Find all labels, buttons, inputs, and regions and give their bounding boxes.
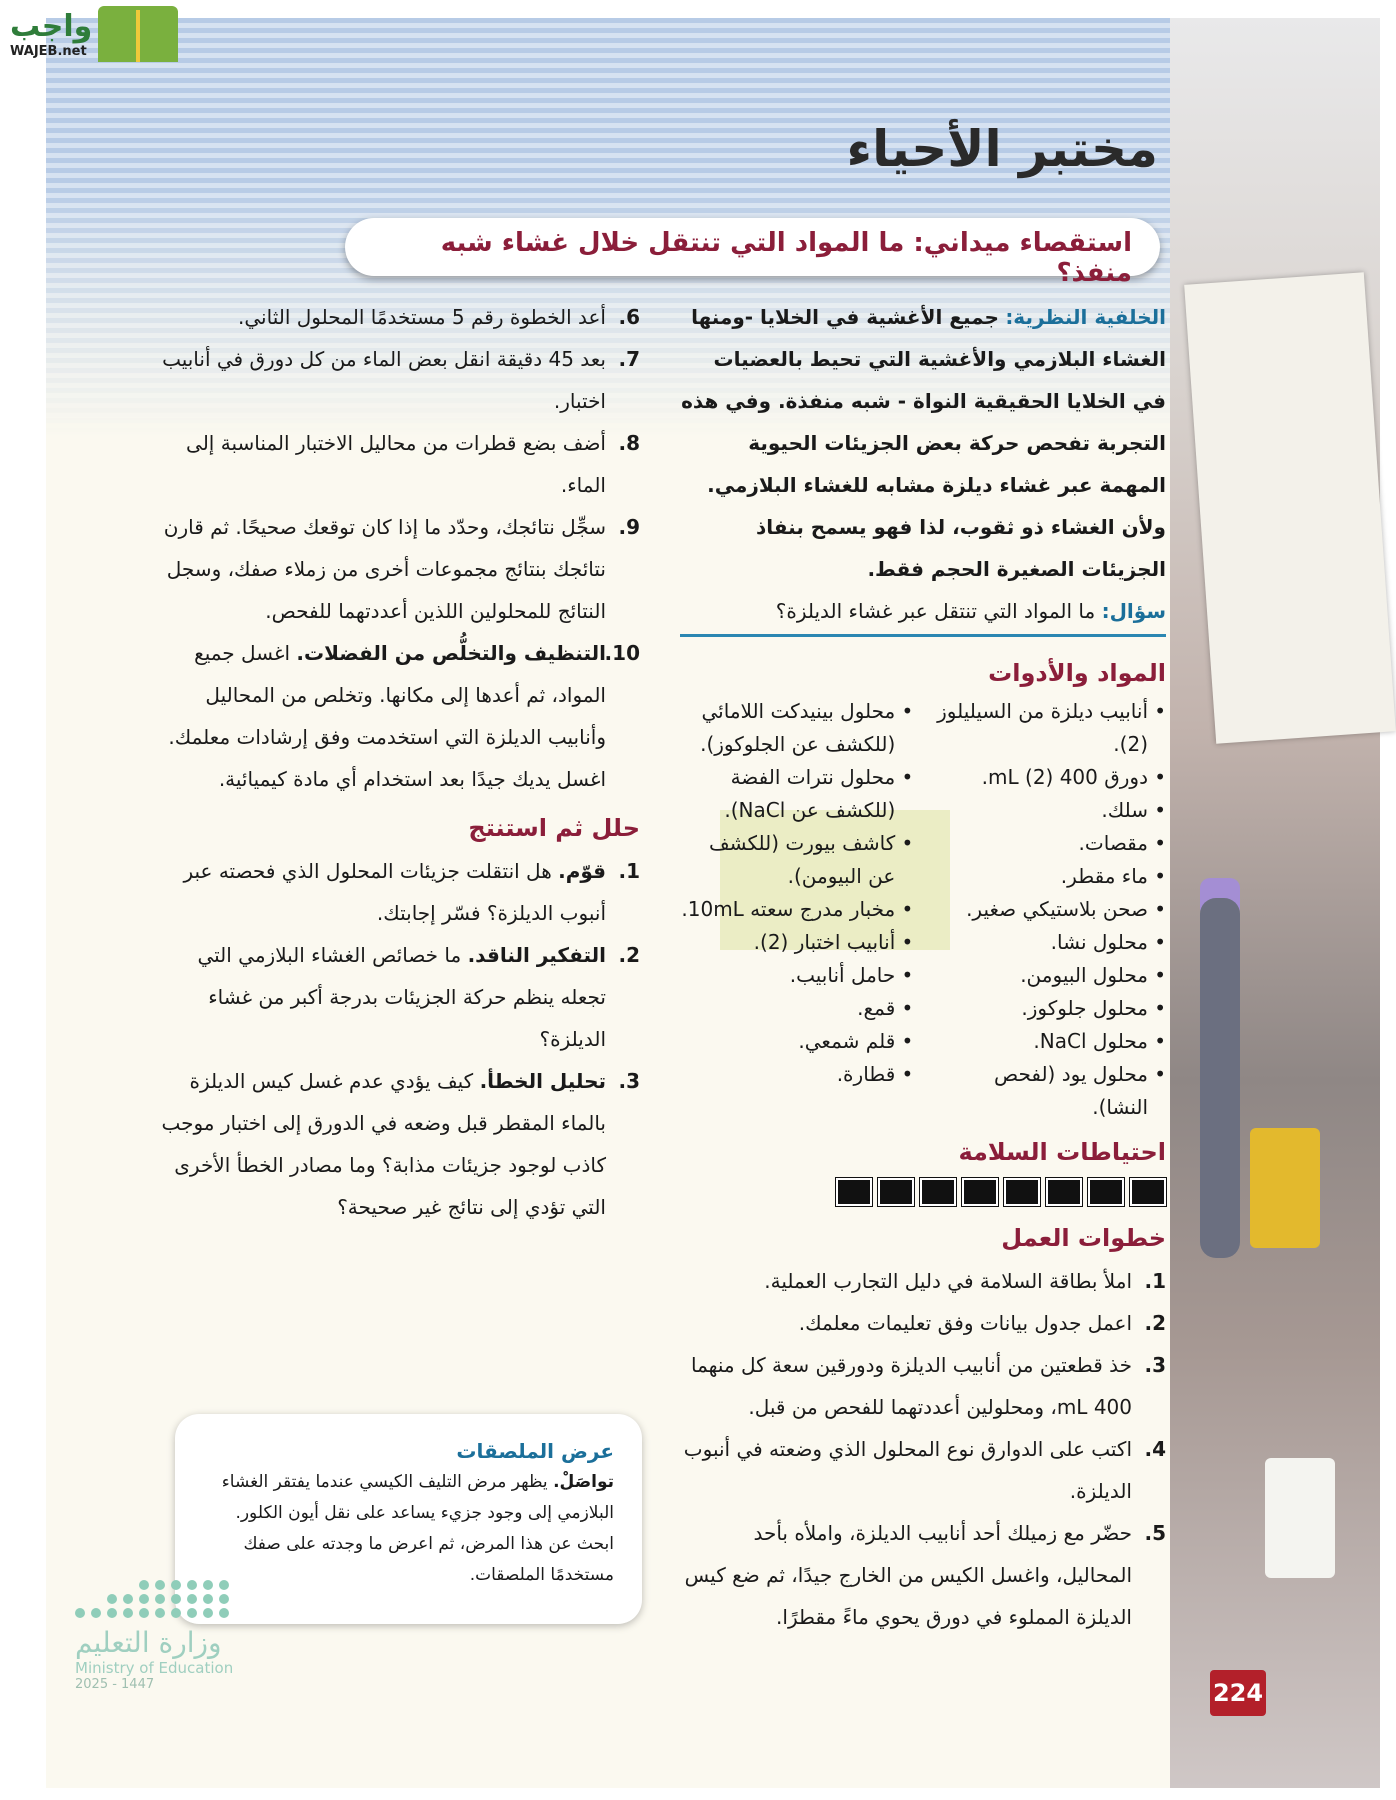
logo-dot bbox=[187, 1594, 197, 1604]
material-item: • ماء مقطر. bbox=[933, 860, 1166, 893]
material-item: • قمع. bbox=[680, 992, 913, 1025]
safety-heading: احتياطات السلامة bbox=[958, 1138, 1166, 1166]
logo-dot bbox=[123, 1594, 133, 1604]
material-item: • محلول البيومن. bbox=[933, 959, 1166, 992]
step-number: 4. bbox=[1144, 1437, 1166, 1461]
material-item: • حامل أنابيب. bbox=[680, 959, 913, 992]
left-column bbox=[150, 296, 640, 1228]
step-number: 6. bbox=[618, 305, 640, 329]
step-number: 2. bbox=[1144, 1311, 1166, 1335]
investigation-banner: استقصاء ميداني: ما المواد التي تنتقل خلال غشاء شبه منفذ؟ bbox=[345, 218, 1160, 276]
logo-dot bbox=[203, 1594, 213, 1604]
step-item bbox=[150, 850, 640, 934]
right-column bbox=[680, 296, 1166, 1638]
question: سؤال: ما المواد التي تنتقل عبر غشاء الديلزة؟ bbox=[775, 599, 1166, 623]
step-number: 3. bbox=[618, 1069, 640, 1093]
step-item bbox=[150, 934, 640, 1060]
poster-text: تواصَلْ. يظهر مرض التليف الكيسي عندما يفتقر الغشاء البلازمي إلى وجود جزيء يساعد على نقل أيون الكلور. ابحث عن هذا المرض، ثم اعرض ما وجدته على صفك مستخدمًا الملصقات. bbox=[221, 1472, 614, 1585]
background-paragraph: الخلفية النظرية: جميع الأغشية في الخلايا -ومنها الغشاء البلازمي والأغشية التي تحيط بالعضيات في الخلايا الحقيقية النواة - شبه منفذة. وفي هذه التجربة تفحص حركة بعض الجزيئات الحيوية المهمة عبر غشاء ديلزة مشابه للغشاء البلازمي. ولأن الغشاء ذو ثقوب، لذا فهو يسمح بنفاذ الجزيئات الصغيرة الحجم فقط. bbox=[681, 305, 1166, 581]
step-item bbox=[680, 1344, 1166, 1428]
step-number: 1. bbox=[618, 859, 640, 883]
ministry-year: 2025 - 1447 bbox=[75, 1677, 155, 1692]
material-item: • أنابيب اختبار (2). bbox=[680, 926, 913, 959]
page-number: 224 bbox=[1210, 1670, 1266, 1716]
step-number: 8. bbox=[618, 431, 640, 455]
gloves-icon bbox=[878, 1178, 914, 1206]
step-item bbox=[150, 506, 640, 632]
step-bold: التنظيف والتخلُّص من الفضلات. bbox=[296, 641, 606, 665]
step-item bbox=[680, 1428, 1166, 1512]
step-item bbox=[680, 1302, 1166, 1344]
logo-dot bbox=[139, 1608, 149, 1618]
logo-dot bbox=[107, 1594, 117, 1604]
logo-en: WAJEB.net bbox=[10, 44, 87, 59]
procedure-heading: خطوات العمل bbox=[1001, 1224, 1166, 1252]
logo-dot bbox=[139, 1594, 149, 1604]
material-item: • مخبار مدرج سعته 10mL. bbox=[680, 893, 913, 926]
logo-dot bbox=[171, 1580, 181, 1590]
material-item: • سلك. bbox=[933, 794, 1166, 827]
material-item: • محلول يود (لفحص النشا). bbox=[933, 1058, 1166, 1124]
logo-dot bbox=[107, 1608, 117, 1618]
step-item bbox=[150, 632, 640, 800]
step-bold: تحليل الخطأ. bbox=[479, 1069, 606, 1093]
material-item: • محلول نترات الفضة (للكشف عن NaCl). bbox=[680, 761, 913, 827]
logo-dot bbox=[155, 1594, 165, 1604]
chemical-icon bbox=[836, 1178, 872, 1206]
step-text: حضّر مع زميلك أحد أنابيب الديلزة، واملأه بأحد المحاليل، واغسل الكيس من الخارج جيدًا، ثم ضع كيس الديلزة المملوء في دورق يحوي ماءً مقطرًا. bbox=[684, 1521, 1132, 1629]
step-item bbox=[680, 1260, 1166, 1302]
step-text: اعمل جدول بيانات وفق تعليمات معلمك. bbox=[798, 1311, 1132, 1335]
logo-dot bbox=[219, 1594, 229, 1604]
step-text: سجِّل نتائجك، وحدّد ما إذا كان توقعك صحيحًا. ثم قارن نتائجك بنتائج مجموعات أخرى من زملاء صفك، وسجل النتائج للمحلولين اللذين أعددتهما للفحص. bbox=[163, 515, 606, 623]
step-text: اكتب على الدوارق نوع المحلول الذي وضعته في أنبوب الديلزة. bbox=[683, 1437, 1132, 1503]
logo-dot bbox=[187, 1580, 197, 1590]
logo-dot bbox=[155, 1580, 165, 1590]
step-text: هل انتقلت جزيئات المحلول الذي فحصته عبر أنبوب الديلزة؟ فسّر إجابتك. bbox=[183, 859, 606, 925]
step-number: 7. bbox=[618, 347, 640, 371]
material-item: • محلول بينيدكت اللامائي (للكشف عن الجلوكوز). bbox=[680, 695, 913, 761]
step-text: بعد 45 دقيقة انقل بعض الماء من كل دورق في أنابيب اختبار. bbox=[162, 347, 606, 413]
goggles-icon bbox=[1130, 1178, 1166, 1206]
material-item: • أنابيب ديلزة من السيليلوز (2). bbox=[933, 695, 1166, 761]
step-item bbox=[150, 1060, 640, 1228]
material-item: • دورق 400 mL (2). bbox=[933, 761, 1166, 794]
ministry-ar: وزارة التعليم bbox=[75, 1626, 222, 1659]
material-item: • كاشف بيورت (للكشف عن البيومن). bbox=[680, 827, 913, 893]
materials-heading: المواد والأدوات bbox=[988, 659, 1166, 687]
logo-dot bbox=[171, 1594, 181, 1604]
poster-heading: عرض الملصقات bbox=[456, 1439, 614, 1463]
analyze-heading: حلل ثم استنتج bbox=[468, 814, 640, 842]
step-text: املأ بطاقة السلامة في دليل التجارب العملية. bbox=[764, 1269, 1132, 1293]
book-icon bbox=[98, 6, 178, 62]
logo-dot bbox=[171, 1608, 181, 1618]
logo-dot bbox=[203, 1580, 213, 1590]
material-item: • محلول NaCl. bbox=[933, 1025, 1166, 1058]
step-number: 1. bbox=[1144, 1269, 1166, 1293]
step-item bbox=[680, 1512, 1166, 1638]
page-title: مختبر الأحياء bbox=[846, 120, 1158, 178]
material-item: • قلم شمعي. bbox=[680, 1025, 913, 1058]
step-text: خذ قطعتين من أنابيب الديلزة ودورقين سعة كل منهما 400 mL، ومحلولين أعددتهما للفحص من قبل. bbox=[691, 1353, 1132, 1419]
sharp-object-icon bbox=[962, 1178, 998, 1206]
step-number: 2. bbox=[618, 943, 640, 967]
logo-dot bbox=[203, 1608, 213, 1618]
step-text: أضف بضع قطرات من محاليل الاختبار المناسبة إلى الماء. bbox=[186, 431, 606, 497]
step-text: أعد الخطوة رقم 5 مستخدمًا المحلول الثاني. bbox=[238, 305, 606, 329]
logo-dot bbox=[139, 1580, 149, 1590]
ministry-en: Ministry of Education bbox=[75, 1659, 234, 1677]
step-text: ما خصائص الغشاء البلازمي التي تجعله ينظم حركة الجزيئات بدرجة أكبر من غشاء الديلزة؟ bbox=[197, 943, 606, 1051]
biohazard-icon bbox=[1004, 1178, 1040, 1206]
step-number: 3. bbox=[1144, 1353, 1166, 1377]
logo-dot bbox=[91, 1608, 101, 1618]
divider bbox=[680, 634, 1166, 637]
hand-wash-icon bbox=[1046, 1178, 1082, 1206]
step-item bbox=[150, 296, 640, 338]
step-text: كيف يؤدي عدم غسل كيس الديلزة بالماء المقطر قبل وضعه في الدورق إلى اختبار موجب كاذب لوجود جزيئات مذابة؟ وما مصادر الخطأ الأخرى التي تؤدي إلى نتائج غير صحيحة؟ bbox=[161, 1069, 606, 1219]
logo-dot bbox=[219, 1608, 229, 1618]
step-number: 9. bbox=[618, 515, 640, 539]
safety-icons bbox=[680, 1178, 1166, 1206]
glass-icon bbox=[920, 1178, 956, 1206]
logo-ar: واجب bbox=[10, 9, 93, 44]
step-text: اغسل جميع المواد، ثم أعدها إلى مكانها. وتخلص من المحاليل وأنابيب الديلزة التي استخدمت وفق إرشادات معلمك. اغسل يديك جيدًا بعد استخدام أي مادة كيميائية. bbox=[168, 641, 606, 791]
logo-dot bbox=[75, 1608, 85, 1618]
material-item: • صحن بلاستيكي صغير. bbox=[933, 893, 1166, 926]
lab-photo bbox=[1170, 18, 1380, 1788]
logo-dot bbox=[123, 1608, 133, 1618]
material-item: • محلول جلوكوز. bbox=[933, 992, 1166, 1025]
wajeb-logo bbox=[10, 6, 178, 62]
lab-coat-icon bbox=[1088, 1178, 1124, 1206]
step-item bbox=[150, 422, 640, 506]
materials-list bbox=[680, 695, 1166, 1124]
step-bold: قوّم. bbox=[558, 859, 606, 883]
material-item: • قطارة. bbox=[680, 1058, 913, 1091]
material-item: • مقصات. bbox=[933, 827, 1166, 860]
material-item: • محلول نشا. bbox=[933, 926, 1166, 959]
step-item bbox=[150, 338, 640, 422]
logo-dot bbox=[219, 1580, 229, 1590]
step-number: 10. bbox=[604, 641, 640, 665]
step-bold: التفكير الناقد. bbox=[467, 943, 606, 967]
logo-dot bbox=[155, 1608, 165, 1618]
logo-dot bbox=[187, 1608, 197, 1618]
ministry-logo bbox=[75, 1580, 265, 1692]
step-number: 5. bbox=[1144, 1521, 1166, 1545]
